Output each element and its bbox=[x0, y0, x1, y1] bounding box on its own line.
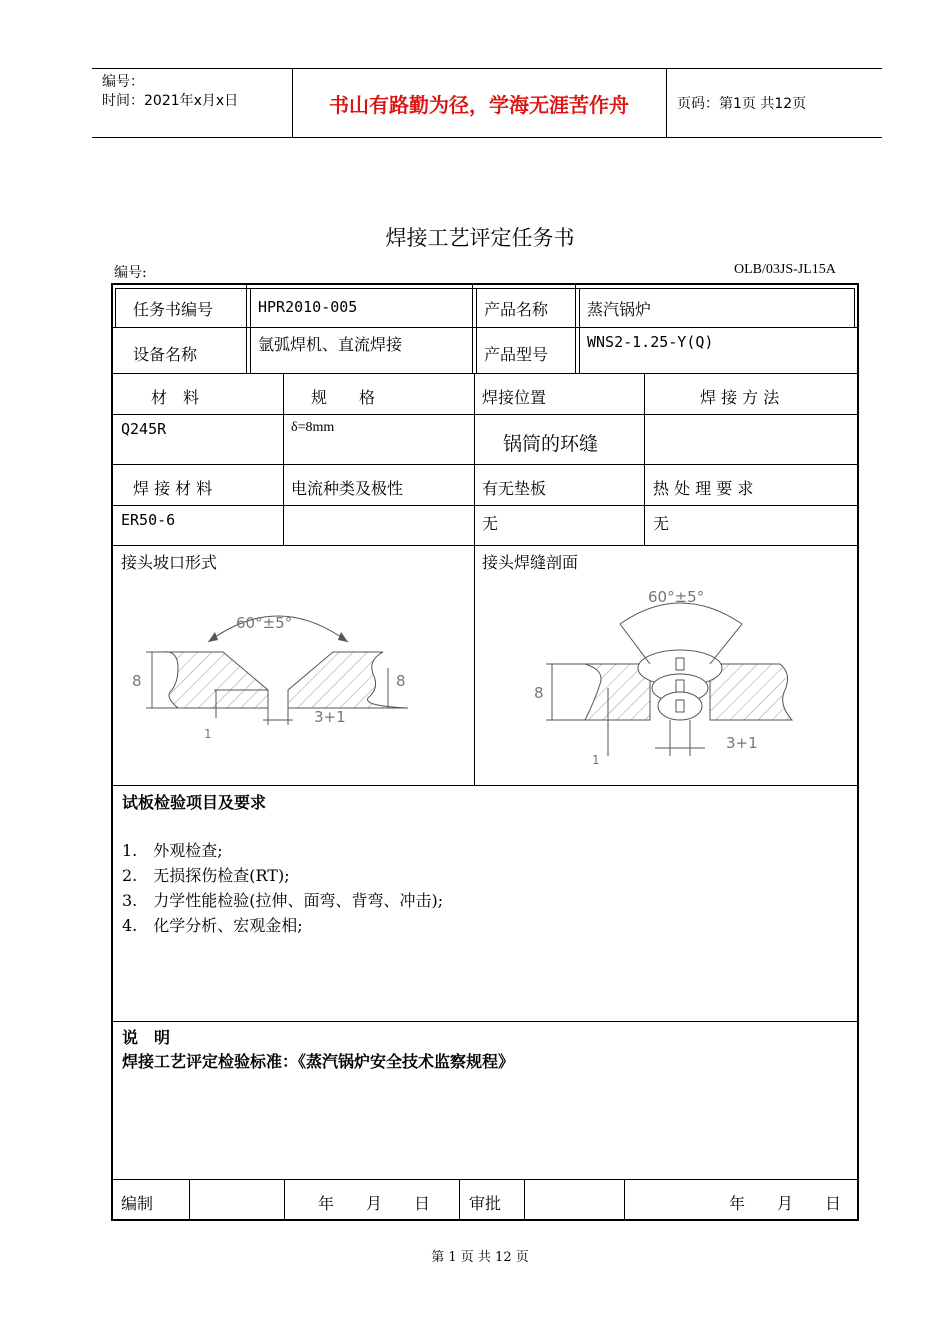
task-no-label: 任务书编号 bbox=[133, 300, 214, 319]
material-label: 材 料 bbox=[151, 388, 200, 407]
task-no-value: HPR2010-005 bbox=[258, 298, 358, 316]
header-page-label: 页码：第1页 共12页 bbox=[677, 96, 807, 112]
inspection-item: 1. 外观检查; bbox=[122, 841, 223, 860]
position-value: 锅筒的环缝 bbox=[503, 433, 599, 455]
inspection-heading: 试板检验项目及要求 bbox=[122, 793, 267, 812]
gap-label: 3+1 bbox=[314, 708, 346, 726]
groove-diagram bbox=[118, 590, 418, 750]
page-header bbox=[92, 68, 882, 138]
document-title: 焊接工艺评定任务书 bbox=[385, 226, 575, 250]
doc-code: OLB/03JS-JL15A bbox=[734, 262, 836, 277]
spec-label: 规 格 bbox=[311, 388, 376, 407]
product-name-value: 蒸汽锅炉 bbox=[587, 300, 652, 319]
current-label: 电流种类及极性 bbox=[291, 479, 404, 498]
approve-date: 年 月 日 bbox=[729, 1194, 842, 1213]
product-name-label: 产品名称 bbox=[484, 300, 549, 319]
inspection-item: 3. 力学性能检验(拉伸、面弯、背弯、冲击); bbox=[122, 891, 444, 910]
notes-heading: 说 明 bbox=[122, 1028, 171, 1047]
approve-label: 审批 bbox=[469, 1194, 502, 1213]
header-time-label: 时间：2021年x月x日 bbox=[102, 93, 239, 109]
prepared-date: 年 月 日 bbox=[318, 1194, 431, 1213]
method-label: 焊 接 方 法 bbox=[700, 388, 780, 407]
header-number-label: 编号： bbox=[102, 74, 144, 90]
prepared-label: 编制 bbox=[121, 1194, 154, 1213]
backing-value: 无 bbox=[482, 514, 499, 533]
equipment-label: 设备名称 bbox=[133, 345, 198, 364]
position-label: 焊接位置 bbox=[482, 388, 547, 407]
thickness-label-left: 8 bbox=[132, 672, 142, 690]
inspection-item: 4. 化学分析、宏观金相; bbox=[122, 916, 303, 935]
product-model-label: 产品型号 bbox=[484, 345, 549, 364]
weld-section-diagram bbox=[530, 580, 830, 770]
joint-section-label: 接头焊缝剖面 bbox=[482, 553, 579, 572]
filler-label: 焊 接 材 料 bbox=[133, 479, 213, 498]
page-footer: 第 1 页 共 12 页 bbox=[431, 1250, 529, 1265]
notes-standard: 焊接工艺评定检验标准：《蒸汽锅炉安全技术监察规程》 bbox=[122, 1052, 515, 1071]
filler-value: ER50-6 bbox=[121, 511, 176, 529]
section-thickness-label: 8 bbox=[534, 684, 544, 702]
heat-label: 热 处 理 要 求 bbox=[653, 479, 754, 498]
header-motto: 书山有路勤为径，学海无涯苦作舟 bbox=[329, 93, 629, 117]
heat-value: 无 bbox=[653, 514, 670, 533]
spec-value: δ=8mm bbox=[291, 420, 335, 435]
root-label: 1 bbox=[204, 727, 212, 741]
section-angle-label: 60°±5° bbox=[648, 588, 705, 606]
section-root-label: 1 bbox=[592, 753, 600, 767]
doc-number-label: 编号: bbox=[114, 265, 147, 281]
material-value: Q245R bbox=[121, 420, 167, 438]
thickness-label-right: 8 bbox=[396, 672, 406, 690]
header-meta bbox=[102, 73, 238, 111]
equipment-value: 氩弧焊机、直流焊接 bbox=[258, 335, 403, 354]
inspection-item: 2. 无损探伤检查(RT); bbox=[122, 866, 290, 885]
backing-label: 有无垫板 bbox=[482, 479, 547, 498]
product-model-value: WNS2-1.25-Y(Q) bbox=[587, 333, 714, 351]
joint-groove-label: 接头坡口形式 bbox=[121, 553, 218, 572]
section-gap-label: 3+1 bbox=[726, 734, 758, 752]
angle-label: 60°±5° bbox=[236, 614, 293, 632]
